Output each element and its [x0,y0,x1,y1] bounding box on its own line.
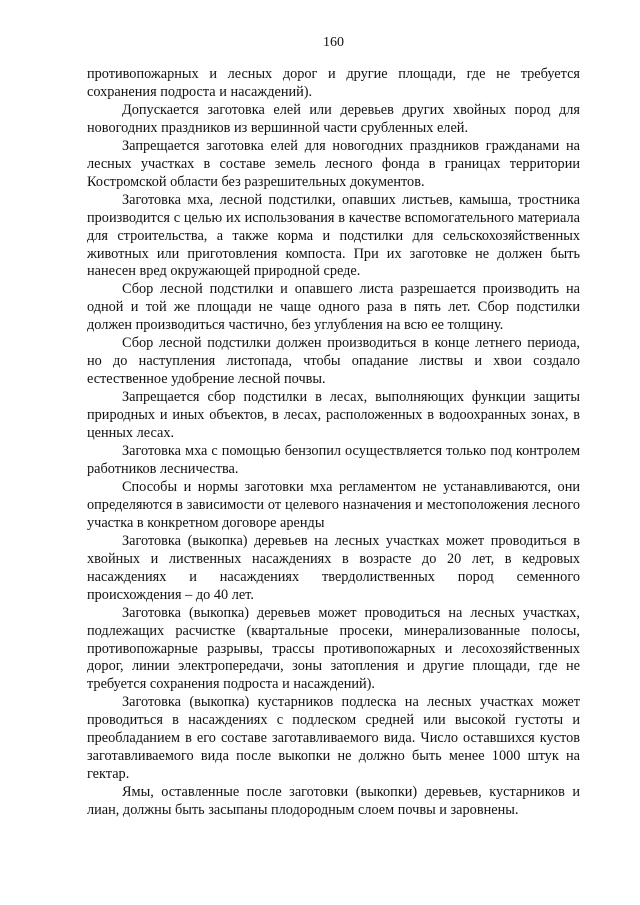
page-number: 160 [323,35,344,50]
paragraph: Способы и нормы заготовки мха регламентом не устанавливаются, они определяются в зависимости от целевого назначения и местоположения лесного участка в конкретном договоре аренды [87,478,580,531]
paragraph: Заготовка мха, лесной подстилки, опавших листьев, камыша, тростника производится с целью их использования в качестве вспомогательного материала для строительства, а также корма и подстилки для сельскохозяйственных животных или приготовления компоста. При их заготовке не должен быть нанесен вред окружающей природной среде. [87,191,580,280]
paragraph: Заготовка (выкопка) деревьев на лесных участках может проводиться в хвойных и лиственных насаждениях в возрасте до 20 лет, в кедровых насаждениях и насаждениях твердолиственных пород семенного происхождения – до 40 лет. [87,532,580,603]
paragraph: Допускается заготовка елей или деревьев других хвойных пород для новогодних праздников из вершинной части срубленных елей. [87,101,580,136]
paragraph: Сбор лесной подстилки должен производиться в конце летнего периода, но до наступления листопада, чтобы опадание листвы и хвои создало естественное удобрение лесной почвы. [87,335,580,388]
paragraph: Заготовка (выкопка) деревьев может проводиться на лесных участках, подлежащих расчистке (квартальные просеки, минерализованные полосы, противопожарные разрывы, трассы противопожарных и лесохозяйственных дорог, линии электропередачи, зоны затопления и другие площади, где не требуется сохранения подроста и насаждений). [87,604,580,693]
paragraph: Ямы, оставленные после заготовки (выкопки) деревьев, кустарников и лиан, должны быть засыпаны плодородным слоем почвы и заровнены. [87,784,580,819]
paragraph: Запрещается сбор подстилки в лесах, выполняющих функции защиты природных и иных объектов, в лесах, расположенных в водоохранных зонах, в ценных лесах. [87,389,580,442]
paragraph-continuation: противопожарных и лесных дорог и другие площади, где не требуется сохранения подроста и насаждений). [87,66,580,100]
paragraph: Заготовка мха с помощью бензопил осуществляется только под контролем работников лесничества. [87,443,580,477]
body-text [87,66,580,820]
paragraph: Сбор лесной подстилки и опавшего листа разрешается производить на одной и той же площади не чаще одного раза в пять лет. Сбор подстилки должен производиться частично, без углубления на всю ее толщину. [87,281,580,334]
paragraph: Заготовка (выкопка) кустарников подлеска на лесных участках может проводиться в насаждениях с подлеском средней или высокой густоты и преобладанием в его составе заготавливаемого вида. Число оставшихся кустов заготавливаемого вида после выкопки не должно быть менее 1000 штук на гектар. [87,694,580,783]
paragraph: Запрещается заготовка елей для новогодних праздников гражданами на лесных участках в составе земель лесного фонда в границах территории Костромской области без разрешительных документов. [87,137,580,190]
